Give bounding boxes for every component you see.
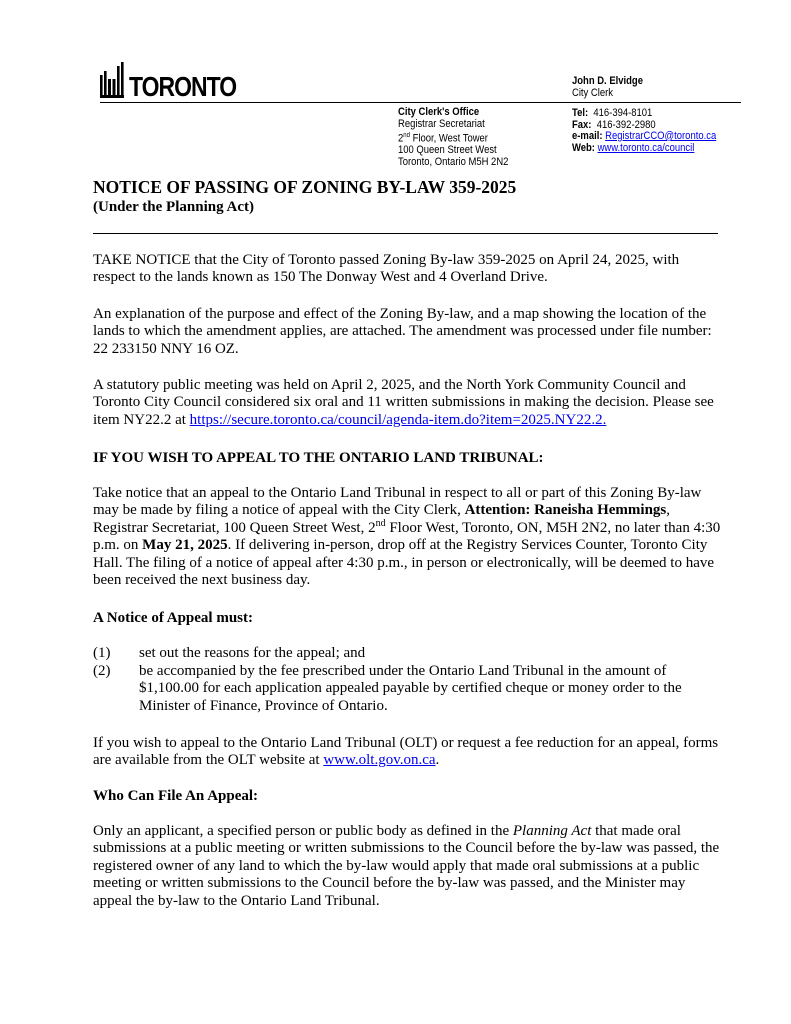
office-line1: Registrar Secretariat: [398, 117, 485, 130]
paragraph-who-can-appeal: Only an applicant, a specified person or public body as defined in the Planning Act that made oral submissions at a public meeting or written submissions to the Council before the by-law was passed, the registered owner of any land to which the by-law would apply that made oral submissions at a public meeting or written submissions to the Council before the by-law was passed, and the Minister may appeal the by-law to the Ontario Land Tribunal.: [93, 823, 720, 909]
office-line3: 100 Queen Street West: [398, 144, 497, 157]
office-address: [398, 107, 526, 168]
title-divider: [93, 233, 718, 234]
office-line2: 2nd Floor, West Tower: [398, 132, 488, 145]
office-line4: Toronto, Ontario M5H 2N2: [398, 155, 509, 168]
paragraph-take-notice: TAKE NOTICE that the City of Toronto passed Zoning By-law 359-2025 on April 24, 2025, with respect to the lands known as 150 The Donway West and 4 Overland Drive.: [93, 252, 680, 286]
list-item-number: (2): [93, 663, 111, 679]
contact-web: Web: www.toronto.ca/council: [572, 141, 695, 154]
paragraph-public-meeting: A statutory public meeting was held on April 2, 2025, and the North York Community Council and Toronto City Council considered six oral and 11 written submissions in making the decision. Please see item NY22.2 at https://secure.toronto.ca/council/agenda-item.do?item=2025.NY22.2.: [93, 377, 714, 428]
contact-email: e-mail: RegistrarCCO@toronto.ca: [572, 130, 717, 142]
website-link[interactable]: www.toronto.ca/council: [597, 141, 695, 154]
list-item-reasons: set out the reasons for the appeal; and: [139, 645, 366, 661]
clerk-title: City Clerk: [572, 87, 613, 99]
paragraph-explanation: An explanation of the purpose and effect of the Zoning By-law, and a map showing the location of the lands to which the amendment applies, are attached. The amendment was processed under file number: 22 233150 NNY 16 OZ.: [93, 306, 712, 357]
clerk-name: John D. Elvidge: [572, 75, 643, 87]
paragraph-olt-forms: If you wish to appeal to the Ontario Land Tribunal (OLT) or request a fee reduction for an appeal, forms are available from the OLT website at www.olt.gov.on.ca.: [93, 735, 719, 769]
heading-appeal: IF YOU WISH TO APPEAL TO THE ONTARIO LAND TRIBUNAL:: [93, 450, 544, 466]
toronto-city-hall-logo-icon: [100, 62, 128, 98]
notice-subtitle: (Under the Planning Act): [93, 199, 254, 215]
heading-notice-must: A Notice of Appeal must:: [93, 610, 253, 626]
header-divider: [100, 102, 741, 103]
list-item-number: (1): [93, 645, 111, 661]
list-item-fee: be accompanied by the fee prescribed under the Ontario Land Tribunal in the amount of $1,100.00 for each application appealed payable by certified cheque or money order to the Minister of Finance, Province of Ontario.: [139, 663, 682, 714]
agenda-item-link[interactable]: https://secure.toronto.ca/council/agenda-item.do?item=2025.NY22.2.: [189, 411, 607, 428]
contact-info: [572, 108, 740, 154]
paragraph-appeal-instructions: Take notice that an appeal to the Ontario Land Tribunal in respect to all or part of this Zoning By-law may be made by filing a notice of appeal with the City Clerk, Attention: Raneisha Hemmings, Registrar Secretariat, 100 Queen Street West, 2nd Floor West, Toronto, ON, M5H 2N2, no later than 4:30 p.m. on May 21, 2025. If delivering in-person, drop off at the Registry Services Counter, Toronto City Hall. The filing of a notice of appeal after 4:30 p.m., in person or electronically, will be deemed to have been received the next business day.: [93, 485, 721, 589]
email-link[interactable]: RegistrarCCO@toronto.ca: [605, 130, 717, 142]
notice-title: NOTICE OF PASSING OF ZONING BY-LAW 359-2025: [93, 177, 517, 197]
logo-wordmark: TORONTO: [129, 71, 237, 102]
olt-website-link[interactable]: www.olt.gov.on.ca: [323, 752, 436, 769]
contact-fax: Fax: 416-392-2980: [572, 118, 656, 131]
heading-who-can-appeal: Who Can File An Appeal:: [93, 788, 259, 804]
office-name: City Clerk's Office: [398, 106, 480, 118]
contact-tel: Tel: 416-394-8101: [572, 107, 653, 119]
